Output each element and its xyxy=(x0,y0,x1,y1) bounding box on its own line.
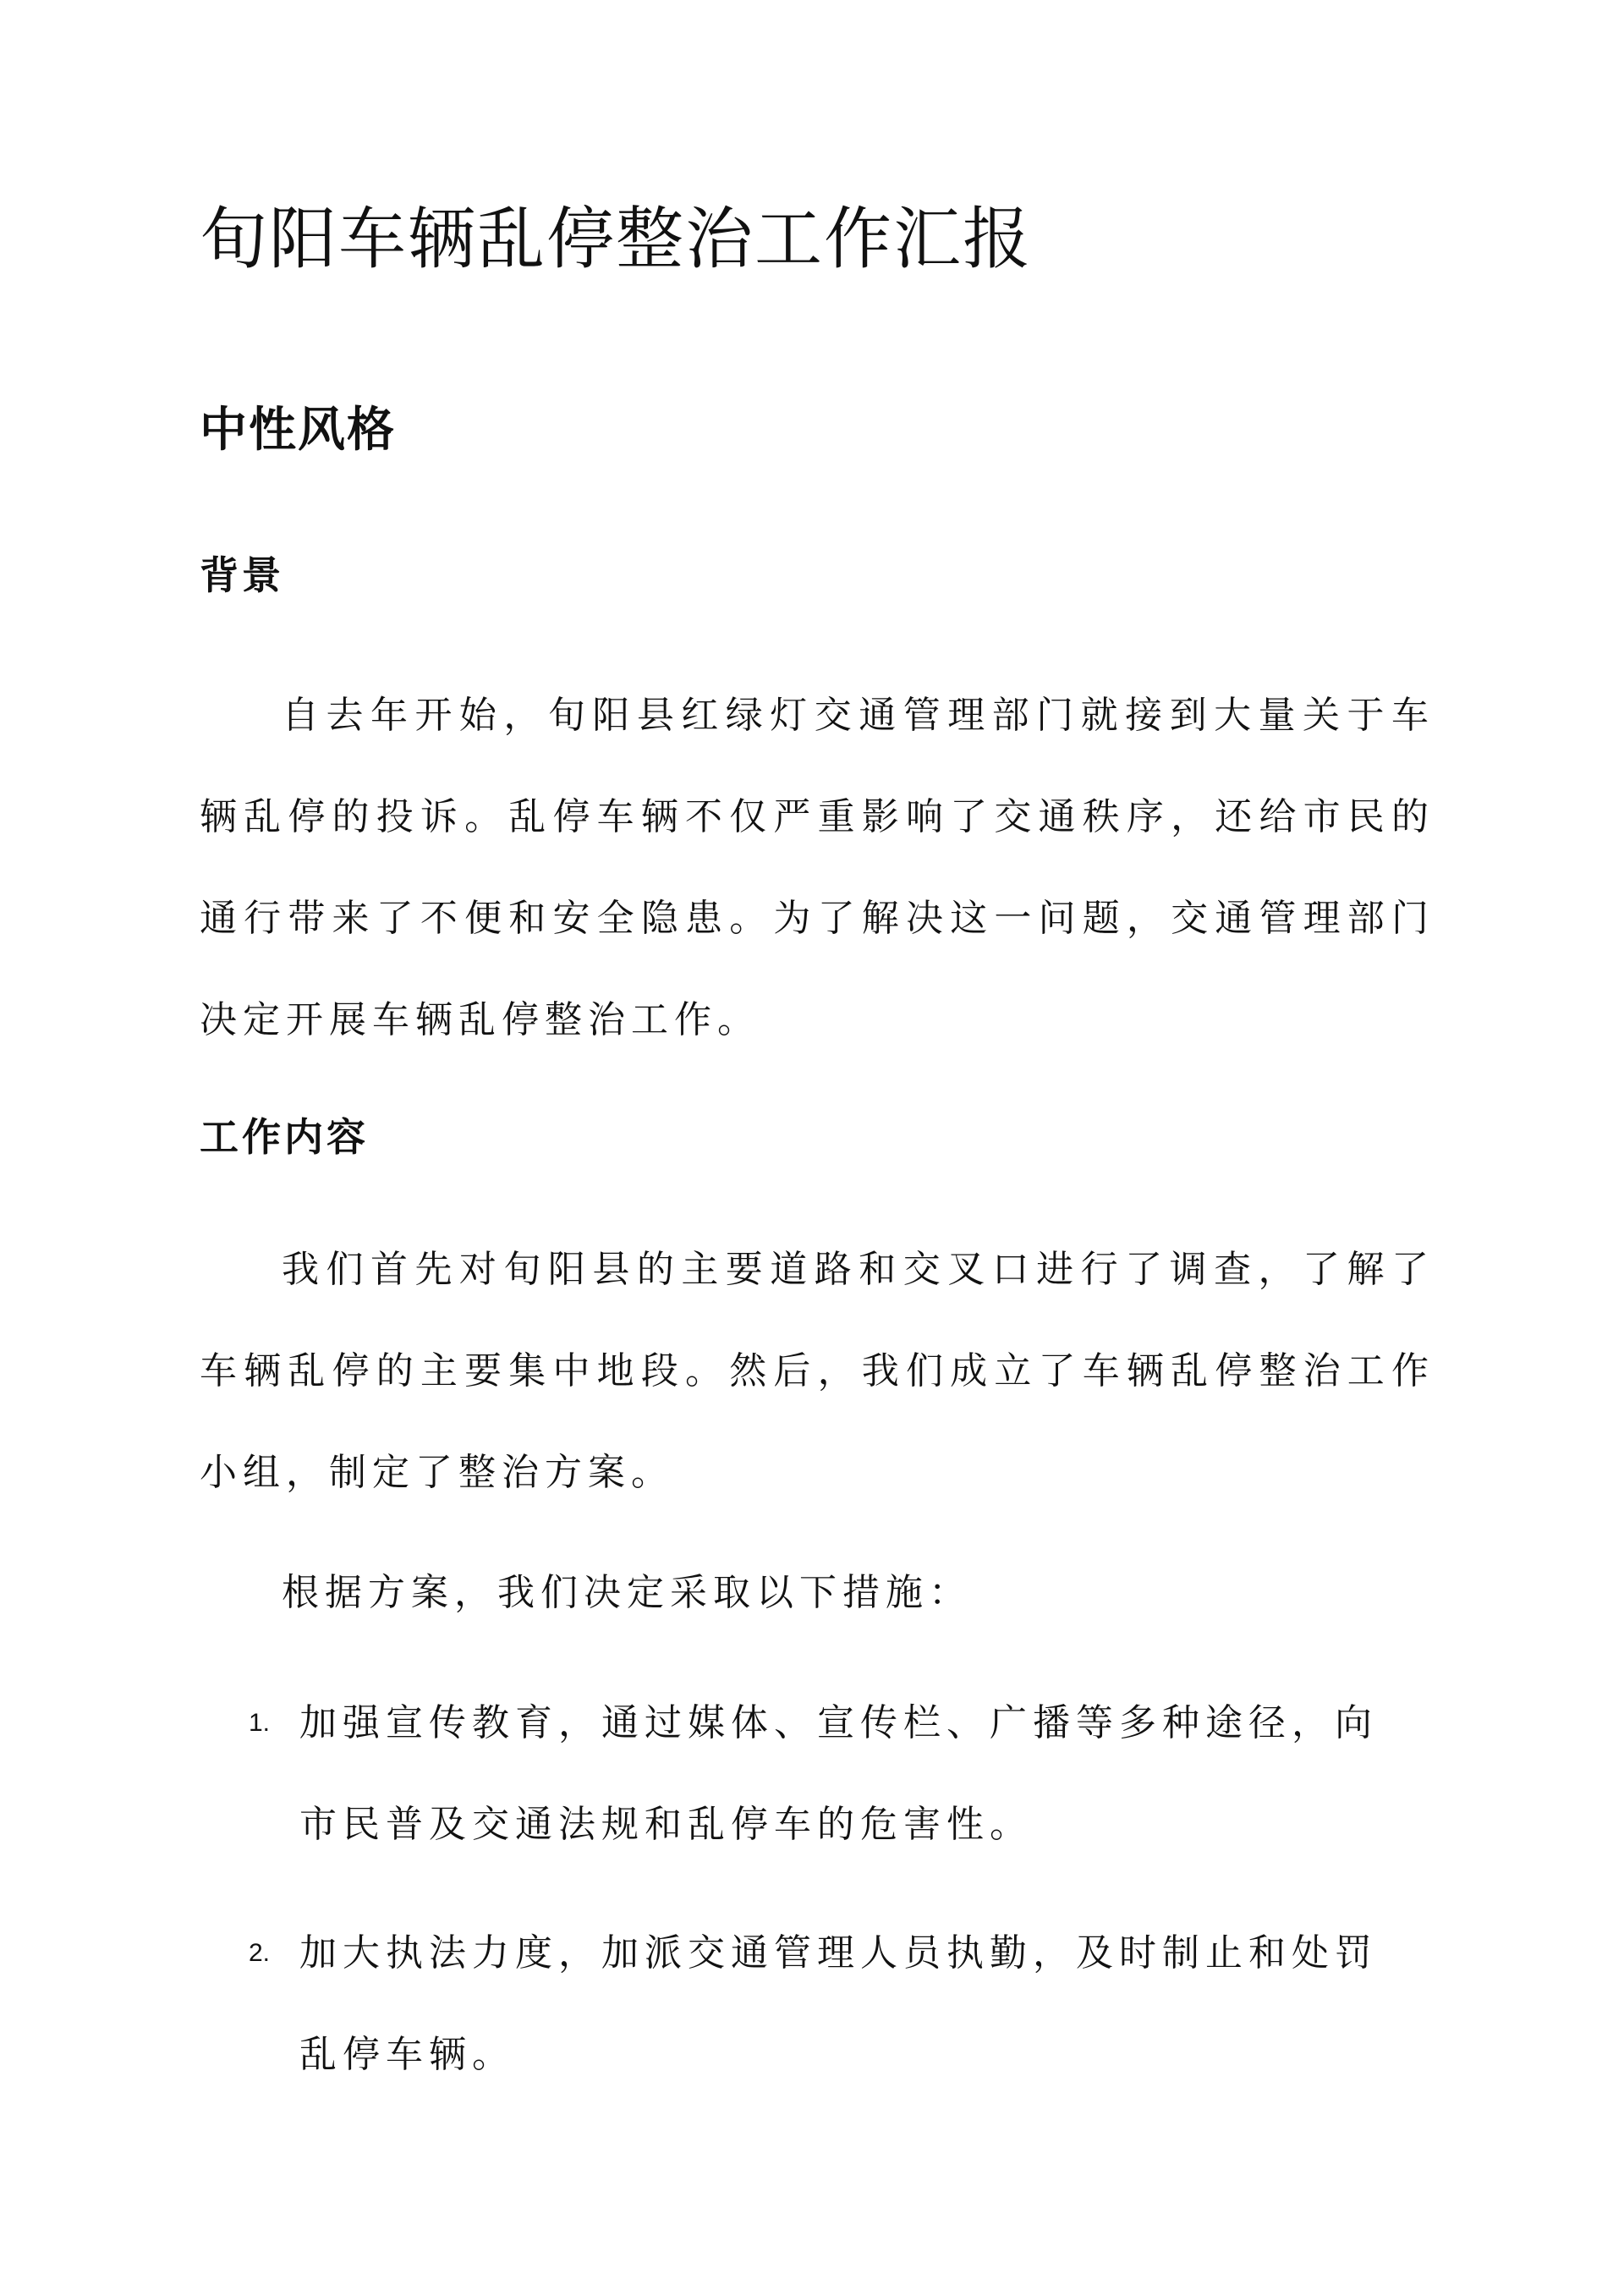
work-content-paragraph-2: 根据方案，我们决定采取以下措施： xyxy=(282,1571,972,1614)
section-heading-background: 背景 xyxy=(200,552,284,598)
work-content-paragraph-1: 我们首先对旬阳县的主要道路和交叉口进行了调查，了解了车辆乱停的主要集中地段。然后，我们成立了车辆乱停整治工作小组，制定了整治方案。 xyxy=(200,1248,1435,1494)
list-item-number: 2. xyxy=(249,1939,271,1967)
section-heading-work-content: 工作内容 xyxy=(200,1114,369,1160)
list-item-text: 加大执法力度，加派交通管理人员执勤，及时制止和处罚乱停车辆。 xyxy=(299,1931,1378,2076)
list-item xyxy=(200,1673,1407,1876)
list-item xyxy=(200,1903,1407,2106)
document-title: 旬阳车辆乱停整治工作汇报 xyxy=(200,200,1032,278)
measures-list xyxy=(200,1673,1435,2133)
background-paragraph: 自去年开始，旬阳县红绿灯交通管理部门就接到大量关于车辆乱停的投诉。乱停车辆不仅严重影响了交通秩序，还给市民的通行带来了不便和安全隐患。为了解决这一问题，交通管理部门决定开展车辆乱停整治工作。 xyxy=(200,694,1435,1041)
list-item-number: 1. xyxy=(249,1709,271,1737)
document-subtitle: 中性风格 xyxy=(200,402,396,458)
list-item-text: 加强宣传教育，通过媒体、宣传栏、广播等多种途径，向市民普及交通法规和乱停车的危害性。 xyxy=(299,1701,1378,1846)
